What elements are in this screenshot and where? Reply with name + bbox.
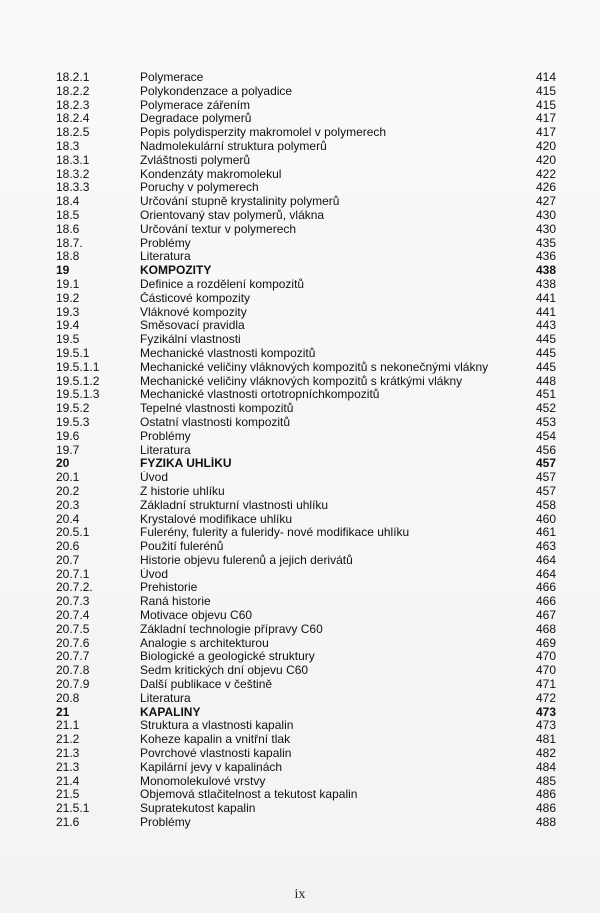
section-number: 20.4 xyxy=(56,511,80,526)
section-number: 18.2.1 xyxy=(56,70,90,84)
page-number: ix xyxy=(294,887,306,902)
section-number: 19.4 xyxy=(56,318,80,333)
section-page-number: 468 xyxy=(535,621,556,636)
toc-entry xyxy=(56,637,556,651)
section-title: Biologické a geologické struktury xyxy=(140,650,315,664)
section-page-number: 445 xyxy=(535,332,556,347)
toc-entry xyxy=(56,71,556,85)
section-title: Ostatní vlastnosti kompozitů xyxy=(140,415,291,429)
section-title: Úvod xyxy=(140,471,169,485)
toc-entry xyxy=(56,292,556,306)
section-page-number: 481 xyxy=(535,732,556,747)
section-page-number: 460 xyxy=(535,511,556,526)
section-page-number: 430 xyxy=(535,207,556,222)
section-page-number: 430 xyxy=(535,221,556,236)
section-number: 18.8 xyxy=(56,249,80,264)
section-number: 18.4 xyxy=(56,194,80,209)
section-title: Definice a rozdělení kompozitů xyxy=(140,277,305,291)
section-page-number: 485 xyxy=(535,773,556,788)
section-title: Sedm kritických dní objevu C60 xyxy=(140,664,309,678)
section-number: 18.2.4 xyxy=(56,111,90,126)
section-title: Polykondenzace a polyadice xyxy=(140,84,293,98)
section-title: Analogie s architekturou xyxy=(140,636,269,650)
section-number: 18.3.3 xyxy=(56,180,90,195)
toc-entry xyxy=(56,457,556,471)
toc-entry xyxy=(56,388,556,402)
toc-entry xyxy=(56,595,556,609)
section-number: 18.3.2 xyxy=(56,166,90,181)
section-title: FYZIKA UHLÍKU xyxy=(140,457,232,471)
section-page-number: 448 xyxy=(535,373,556,388)
section-page-number: 426 xyxy=(535,180,556,195)
toc-entry xyxy=(56,788,556,802)
section-page-number: 473 xyxy=(535,704,556,719)
section-title: Základní technologie přípravy C60 xyxy=(140,622,323,636)
toc-entry xyxy=(56,485,556,499)
toc-entry xyxy=(56,306,556,320)
section-number: 21.4 xyxy=(56,773,80,788)
section-title: Popis polydisperzity makromolel v polymerech xyxy=(140,126,387,140)
toc-entry xyxy=(56,775,556,789)
section-title: KAPALINY xyxy=(140,705,201,719)
section-number: 20.1 xyxy=(56,470,80,485)
section-number: 19.1 xyxy=(56,276,80,291)
section-page-number: 445 xyxy=(535,345,556,360)
toc-entry xyxy=(56,719,556,733)
toc-entry xyxy=(56,278,556,292)
section-page-number: 464 xyxy=(535,552,556,567)
toc-entry xyxy=(56,402,556,416)
section-title: Orientovaný stav polymerů, vlákna xyxy=(140,208,325,222)
section-page-number: 420 xyxy=(535,152,556,167)
section-number: 19.6 xyxy=(56,428,80,443)
section-title: Směsovací pravidla xyxy=(140,319,245,333)
section-title: Motivace objevu C60 xyxy=(140,609,253,623)
section-page-number: 441 xyxy=(535,290,556,305)
section-title: Vláknové kompozity xyxy=(140,305,247,319)
toc-entry xyxy=(56,554,556,568)
section-number: 21.6 xyxy=(56,815,80,830)
toc-entry xyxy=(56,375,556,389)
section-number: 18.2.5 xyxy=(56,125,90,140)
toc-entry xyxy=(56,692,556,706)
section-page-number: 458 xyxy=(535,497,556,512)
section-number: 18.5 xyxy=(56,207,80,222)
section-page-number: 438 xyxy=(535,263,556,278)
toc-entry xyxy=(56,678,556,692)
section-title: Mechanické vlastnosti kompozitů xyxy=(140,346,316,360)
section-title: Monomolekulové vrstvy xyxy=(140,774,266,788)
toc-entry xyxy=(56,664,556,678)
section-title: Koheze kapalin a vnitřní tlak xyxy=(140,733,291,747)
toc-entry xyxy=(56,747,556,761)
toc-entry xyxy=(56,168,556,182)
toc-entry xyxy=(56,499,556,513)
toc-entry xyxy=(56,237,556,251)
section-title: Kapilární jevy v kapalinách xyxy=(140,760,283,774)
section-page-number: 470 xyxy=(535,649,556,664)
section-title: Úvod xyxy=(140,567,169,581)
section-number: 19.7 xyxy=(56,442,80,457)
section-page-number: 451 xyxy=(535,387,556,402)
toc-entry xyxy=(56,733,556,747)
toc-entry xyxy=(56,513,556,527)
section-number: 18.7. xyxy=(56,235,83,250)
section-number: 20.7.2. xyxy=(56,580,93,595)
section-page-number: 427 xyxy=(535,194,556,209)
toc-entry xyxy=(56,816,556,830)
section-number: 20.7.4 xyxy=(56,608,90,623)
section-number: 20 xyxy=(56,456,70,471)
section-number: 20.6 xyxy=(56,539,80,554)
section-number: 21.3 xyxy=(56,746,80,761)
section-page-number: 457 xyxy=(535,456,556,471)
toc-entry xyxy=(56,761,556,775)
section-page-number: 488 xyxy=(535,815,556,830)
toc-entry xyxy=(56,444,556,458)
section-page-number: 422 xyxy=(535,166,556,181)
section-number: 21.2 xyxy=(56,732,80,747)
section-page-number: 415 xyxy=(535,97,556,112)
section-title: Problémy xyxy=(140,429,191,443)
section-number: 18.3.1 xyxy=(56,152,90,167)
section-title: Zvláštnosti polymerů xyxy=(140,153,251,167)
section-title: Určování textur v polymerech xyxy=(140,222,297,236)
toc-entry xyxy=(56,181,556,195)
section-title: Polymerace xyxy=(140,71,204,84)
toc-entry xyxy=(56,112,556,126)
section-number: 20.7 xyxy=(56,552,80,567)
section-number: 18.3 xyxy=(56,138,80,153)
section-title: Literatura xyxy=(140,443,191,457)
section-title: Struktura a vlastnosti kapalin xyxy=(140,719,294,733)
toc-entry xyxy=(56,347,556,361)
section-number: 19.5.3 xyxy=(56,414,90,429)
toc-entry xyxy=(56,223,556,237)
toc-entry xyxy=(56,623,556,637)
section-number: 20.7.8 xyxy=(56,663,90,678)
section-page-number: 482 xyxy=(535,746,556,761)
table-of-contents xyxy=(56,71,556,830)
section-title: KOMPOZITY xyxy=(140,264,212,278)
section-title: Kondenzáty makromolekul xyxy=(140,167,282,181)
section-page-number: 436 xyxy=(535,249,556,264)
section-number: 20.7.5 xyxy=(56,621,90,636)
toc-entry xyxy=(56,416,556,430)
toc-entry xyxy=(56,264,556,278)
toc-entry xyxy=(56,706,556,720)
section-number: 20.7.1 xyxy=(56,566,90,581)
section-title: Mechanické veličiny vláknových kompozitů s krátkými vlákny xyxy=(140,374,463,388)
toc-entry xyxy=(56,319,556,333)
section-title: Problémy xyxy=(140,236,191,250)
toc-entry xyxy=(56,140,556,154)
section-page-number: 467 xyxy=(535,608,556,623)
section-title: Poruchy v polymerech xyxy=(140,181,259,195)
section-number: 20.7.6 xyxy=(56,635,90,650)
section-title: Historie objevu fulerenů a jejich derivátů xyxy=(140,553,353,567)
section-page-number: 486 xyxy=(535,801,556,816)
section-number: 20.8 xyxy=(56,690,80,705)
toc-entry xyxy=(56,99,556,113)
toc-entry xyxy=(56,361,556,375)
section-page-number: 441 xyxy=(535,304,556,319)
section-page-number: 457 xyxy=(535,483,556,498)
section-number: 20.3 xyxy=(56,497,80,512)
section-number: 18.2.2 xyxy=(56,83,90,98)
section-page-number: 438 xyxy=(535,276,556,291)
section-page-number: 443 xyxy=(535,318,556,333)
section-number: 19.5.1.2 xyxy=(56,373,100,388)
toc-entry xyxy=(56,540,556,554)
section-title: Krystalové modifikace uhlíku xyxy=(140,512,293,526)
toc-entry xyxy=(56,126,556,140)
section-page-number: 461 xyxy=(535,525,556,540)
section-page-number: 484 xyxy=(535,759,556,774)
section-page-number: 466 xyxy=(535,580,556,595)
section-number: 21.5.1 xyxy=(56,801,90,816)
toc-entry xyxy=(56,430,556,444)
section-title: Základní strukturní vlastnosti uhlíku xyxy=(140,498,329,512)
section-page-number: 445 xyxy=(535,359,556,374)
section-number: 21 xyxy=(56,704,70,719)
section-title: Částicové kompozity xyxy=(140,291,251,305)
toc-entry xyxy=(56,154,556,168)
toc-entry xyxy=(56,802,556,816)
section-title: Použití fulerénů xyxy=(140,540,224,554)
section-title: Nadmolekulární struktura polymerů xyxy=(140,139,327,153)
toc-entry xyxy=(56,609,556,623)
toc-entry xyxy=(56,471,556,485)
section-title: Prehistorie xyxy=(140,581,198,595)
section-title: Supratekutost kapalin xyxy=(140,802,256,816)
section-title: Degradace polymerů xyxy=(140,112,252,126)
toc-entry xyxy=(56,85,556,99)
toc-entry xyxy=(56,568,556,582)
toc-entry xyxy=(56,526,556,540)
section-title: Z historie uhlíku xyxy=(140,484,225,498)
section-title: Literatura xyxy=(140,691,191,705)
section-number: 20.5.1 xyxy=(56,525,90,540)
section-title: Povrchové vlastnosti kapalin xyxy=(140,747,292,761)
section-number: 20.7.9 xyxy=(56,677,90,692)
section-number: 21.1 xyxy=(56,718,80,733)
section-page-number: 454 xyxy=(535,428,556,443)
section-title: Objemová stlačitelnost a tekutost kapalin xyxy=(140,788,358,802)
section-number: 21.3 xyxy=(56,759,80,774)
section-number: 19.5.1.3 xyxy=(56,387,100,402)
section-number: 20.2 xyxy=(56,483,80,498)
section-number: 19.2 xyxy=(56,290,80,305)
toc-entry xyxy=(56,250,556,264)
section-title: Mechanické vlastnosti ortotropníchkompozitů xyxy=(140,388,380,402)
section-page-number: 456 xyxy=(535,442,556,457)
section-number: 19.5.2 xyxy=(56,401,90,416)
section-page-number: 414 xyxy=(535,70,556,84)
section-page-number: 435 xyxy=(535,235,556,250)
section-title: Určování stupně krystalinity polymerů xyxy=(140,195,340,209)
section-page-number: 473 xyxy=(535,718,556,733)
section-page-number: 466 xyxy=(535,594,556,609)
section-title: Fyzikální vlastnosti xyxy=(140,333,241,347)
section-number: 19.5 xyxy=(56,332,80,347)
section-page-number: 471 xyxy=(535,677,556,692)
section-page-number: 417 xyxy=(535,125,556,140)
section-page-number: 452 xyxy=(535,401,556,416)
section-number: 19.5.1 xyxy=(56,345,90,360)
toc-entry xyxy=(56,195,556,209)
section-page-number: 470 xyxy=(535,663,556,678)
section-page-number: 486 xyxy=(535,787,556,802)
section-number: 20.7.7 xyxy=(56,649,90,664)
section-page-number: 472 xyxy=(535,690,556,705)
section-number: 19 xyxy=(56,263,70,278)
section-page-number: 420 xyxy=(535,138,556,153)
section-title: Literatura xyxy=(140,250,191,264)
toc-entry xyxy=(56,333,556,347)
section-title: Problémy xyxy=(140,816,191,830)
section-page-number: 463 xyxy=(535,539,556,554)
section-number: 19.5.1.1 xyxy=(56,359,100,374)
toc-entry xyxy=(56,581,556,595)
section-title: Tepelné vlastnosti kompozitů xyxy=(140,402,294,416)
section-title: Polymerace zářením xyxy=(140,98,251,112)
section-number: 21.5 xyxy=(56,787,80,802)
section-page-number: 453 xyxy=(535,414,556,429)
section-number: 18.6 xyxy=(56,221,80,236)
section-title: Další publikace v češtině xyxy=(140,678,273,692)
section-title: Mechanické veličiny vláknových kompozitů s nekonečnými vlákny xyxy=(140,360,489,374)
section-title: Raná historie xyxy=(140,595,211,609)
toc-entry xyxy=(56,209,556,223)
section-page-number: 415 xyxy=(535,83,556,98)
section-number: 18.2.3 xyxy=(56,97,90,112)
toc-entry xyxy=(56,650,556,664)
section-number: 20.7.3 xyxy=(56,594,90,609)
section-page-number: 457 xyxy=(535,470,556,485)
section-page-number: 464 xyxy=(535,566,556,581)
section-page-number: 469 xyxy=(535,635,556,650)
section-title: Fulerény, fulerity a fuleridy- nové modifikace uhlíku xyxy=(140,526,410,540)
section-page-number: 417 xyxy=(535,111,556,126)
section-number: 19.3 xyxy=(56,304,80,319)
